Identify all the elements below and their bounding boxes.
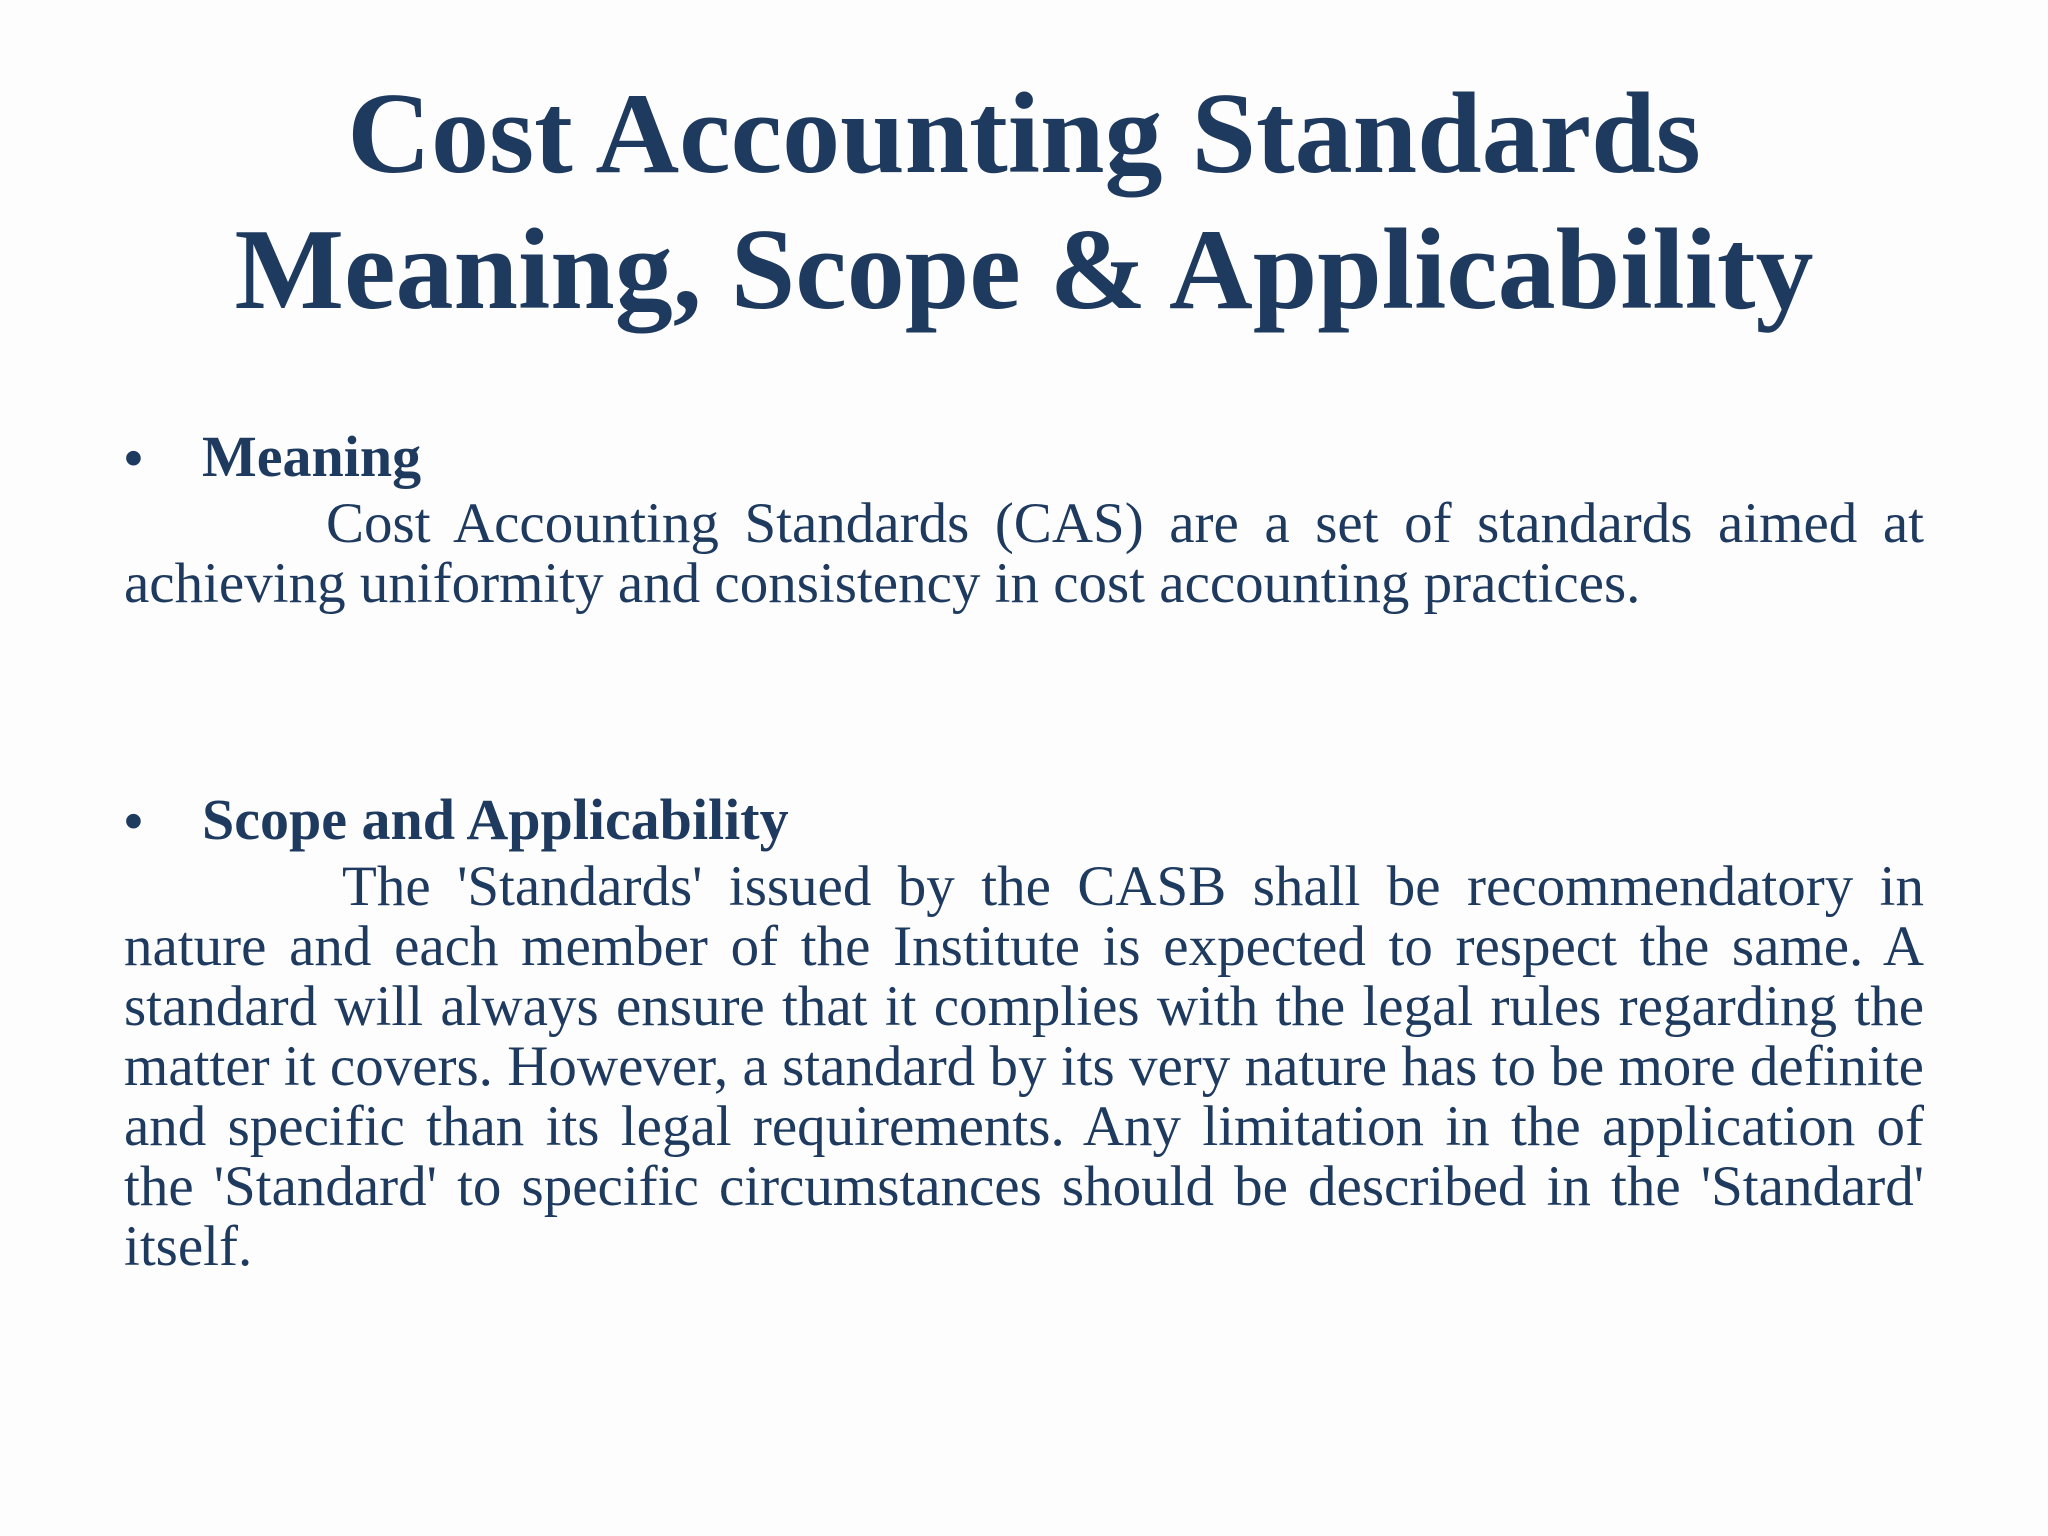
bullet-icon: • <box>124 791 143 851</box>
scope-body: The 'Standards' issued by the CASB shall be recommendatory in nature and each member of the Institute is expected to respect the same. A standard will always ensure that it complies with the legal rules regarding the matter it covers. However, a standard by its very nature has to be more definite and specific than its legal requirements. Any limitation in the application of the 'Standard' to specific circumstances should be described in the 'Standard' itself. <box>124 855 1924 1278</box>
scope-bullet-row <box>124 783 1924 857</box>
title-line-1: Cost Accounting Standards <box>347 70 1701 198</box>
meaning-bullet-row <box>124 420 1924 494</box>
bullet-icon: • <box>124 428 143 488</box>
slide-title <box>0 66 2048 338</box>
meaning-body: Cost Accounting Standards (CAS) are a set of standards aimed at achieving uniformity and consistency in cost accounting practices. <box>124 492 1924 615</box>
meaning-section <box>124 420 1924 614</box>
scope-section <box>124 783 1924 1277</box>
title-line-2: Meaning, Scope & Applicability <box>234 206 1814 334</box>
scope-heading: Scope and Applicability <box>202 787 789 852</box>
meaning-heading: Meaning <box>202 424 422 489</box>
